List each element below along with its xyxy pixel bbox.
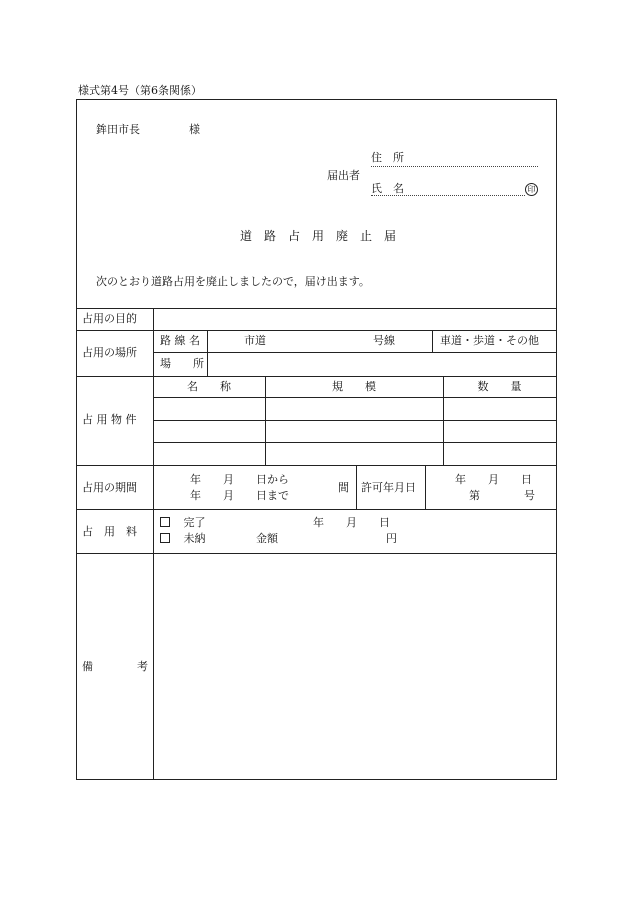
notifier-label: 届出者 [327, 169, 360, 182]
amount-label: 金額 [256, 532, 278, 545]
addressee-honorific: 様 [189, 123, 200, 136]
permit-date-label: 許可年月日 [361, 481, 416, 494]
fee-unpaid-label: 未納 [183, 532, 206, 545]
permit-number: 第 号 [469, 489, 535, 502]
row-line [153, 397, 557, 398]
permit-date: 年 月 日 [455, 473, 532, 486]
fee-done-date: 年 月 日 [313, 516, 390, 529]
seal-mark: 印 [525, 183, 538, 196]
address-field[interactable] [371, 166, 538, 167]
col-quantity-header: 数 量 [477, 380, 522, 393]
frame-bottom [76, 779, 557, 780]
row-line [76, 330, 557, 331]
row-line [153, 442, 557, 443]
fee-done-option[interactable] [160, 517, 206, 528]
location-label: 占用の場所 [82, 346, 137, 359]
frame-top [76, 99, 557, 100]
fee-unpaid-option[interactable] [160, 533, 206, 544]
col-line [207, 330, 208, 376]
fee-label: 占 用 料 [82, 525, 137, 538]
col-line [425, 465, 426, 509]
remarks-label-right: 考 [137, 660, 148, 673]
fee-done-label: 完了 [183, 516, 206, 529]
objects-label: 占 用 物 件 [82, 413, 137, 426]
intro-text: 次のとおり道路占用を廃止しましたので，届け出ます。 [96, 275, 370, 288]
table-top-line [76, 308, 557, 309]
city-road-label: 市道 [244, 334, 266, 347]
row-line [76, 376, 557, 377]
row-line [153, 352, 557, 353]
col-scale-header: 規 模 [332, 380, 376, 393]
addressee-name: 鉾田市長 [96, 123, 140, 136]
purpose-field[interactable] [156, 310, 554, 329]
period-between: 間 [338, 481, 349, 494]
remarks-label-left: 備 [82, 660, 93, 673]
checkbox-icon[interactable] [160, 517, 170, 527]
place-label: 場 所 [160, 357, 204, 370]
checkbox-icon[interactable] [160, 533, 170, 543]
period-from: 年 月 日から [190, 473, 289, 486]
col-name-header: 名 称 [187, 380, 231, 393]
col-line [432, 330, 433, 352]
yen-label: 円 [386, 532, 397, 545]
frame-left [76, 99, 77, 780]
road-type-options: 車道・歩道・その他 [440, 334, 539, 347]
row-line [153, 420, 557, 421]
form-number: 様式第4号（第6条関係） [78, 84, 202, 97]
name-label: 氏 名 [371, 182, 404, 195]
route-name-label: 路 線 名 [160, 334, 200, 347]
route-number-label: 号線 [373, 334, 395, 347]
remarks-field[interactable] [156, 556, 554, 776]
name-field[interactable] [371, 195, 525, 196]
row-line [76, 509, 557, 510]
row-line [76, 553, 557, 554]
place-field[interactable] [210, 354, 554, 374]
period-to: 年 月 日まで [190, 489, 289, 502]
document-title: 道 路 占 用 廃 止 届 [240, 229, 397, 243]
period-label: 占用の期間 [82, 481, 137, 494]
row-line [76, 465, 557, 466]
purpose-label: 占用の目的 [82, 312, 137, 325]
frame-right [556, 99, 557, 780]
label-column-line [153, 308, 154, 779]
address-label: 住 所 [371, 151, 404, 164]
col-line [356, 465, 357, 509]
